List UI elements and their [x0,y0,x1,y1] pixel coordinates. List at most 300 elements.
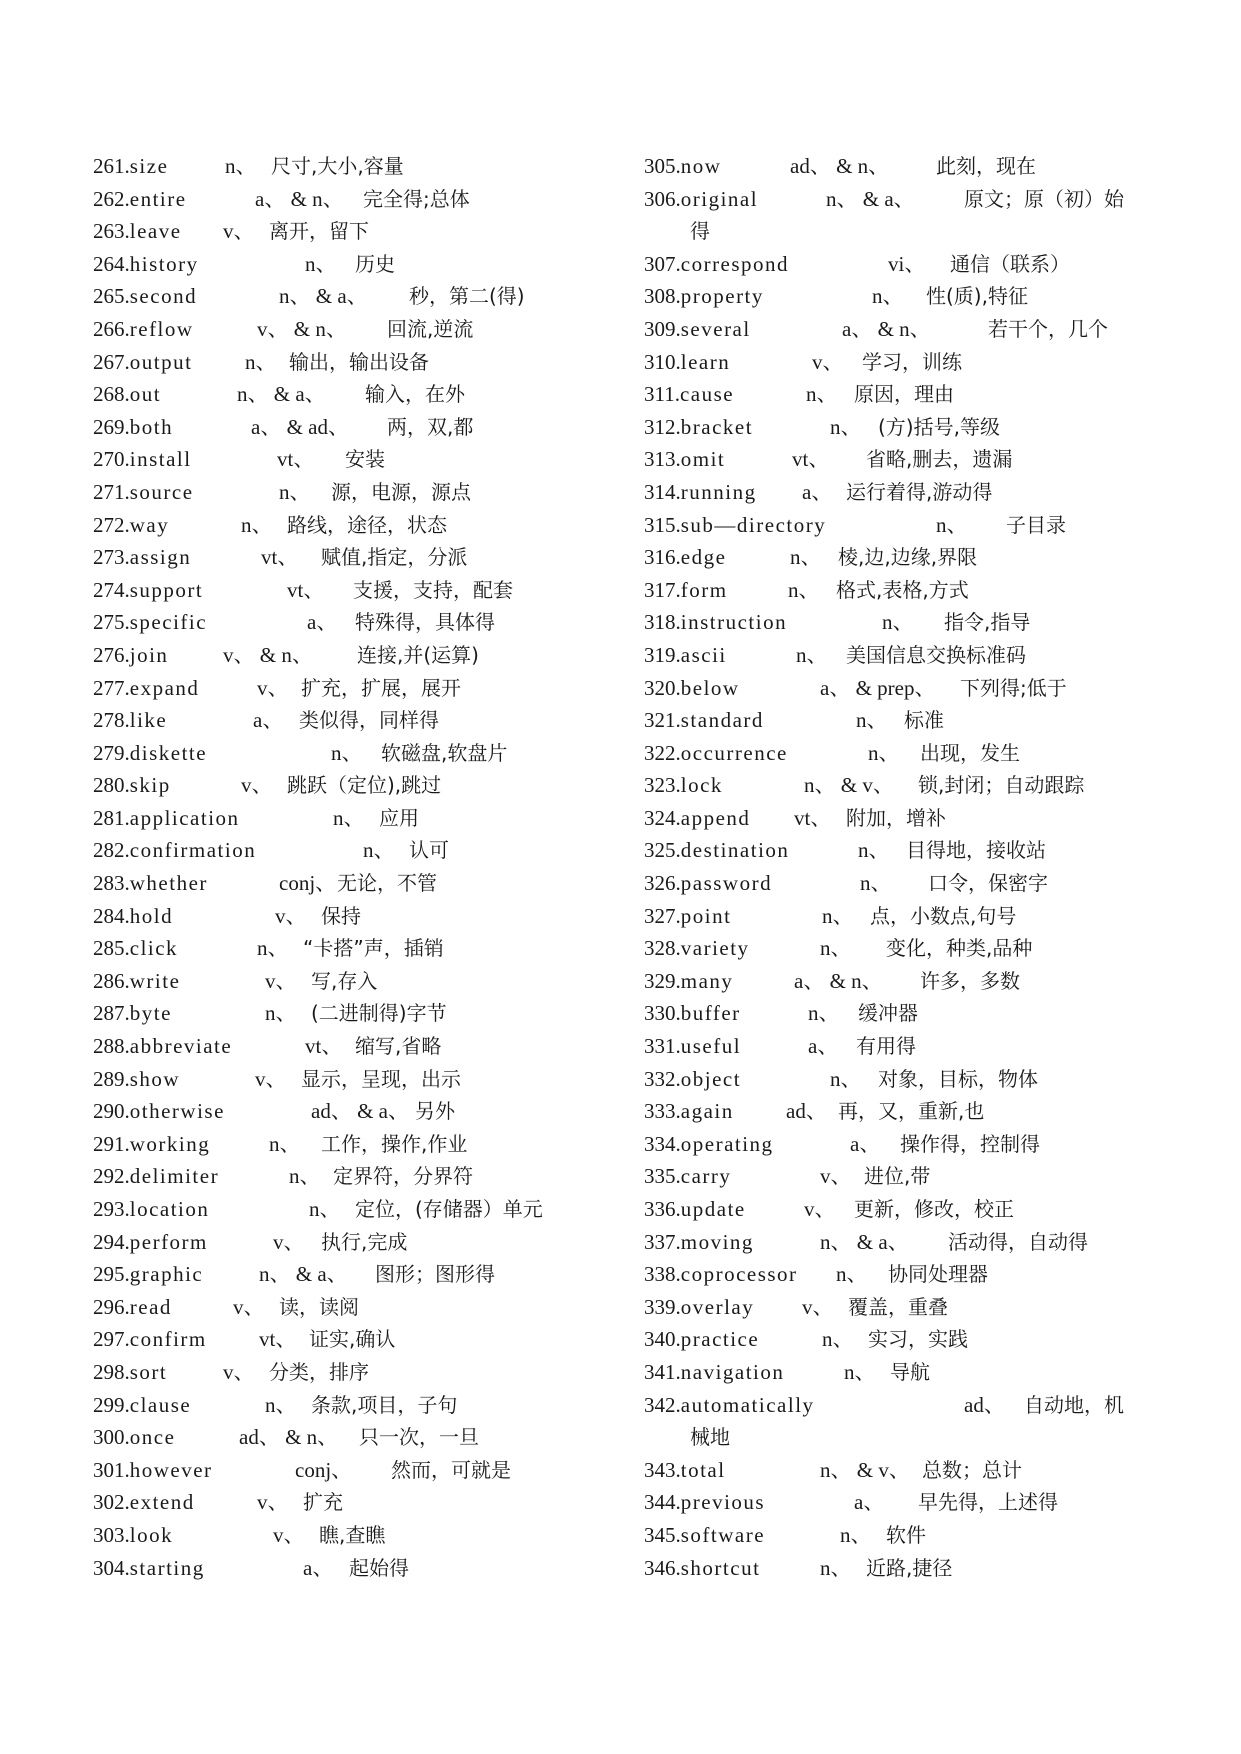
entry-meaning: 缓冲器 [858,1001,918,1026]
entry-pos: vt、 [305,1034,343,1059]
entry-word: out [129,382,162,407]
entry-pos: n、 [844,1359,876,1384]
entry-word: coprocessor [680,1262,798,1287]
entry-number: 263. [93,219,130,244]
entry-meaning: 省略,删去，遗漏 [866,447,1013,472]
entry-word: several [680,316,751,341]
entry-pos: n、 [289,1164,321,1189]
entry-meaning: 覆盖，重叠 [848,1294,948,1319]
vocab-entry [93,997,633,1030]
entry-meaning: 原文；原（初）始 [964,186,1124,211]
entry-number: 282. [93,838,130,863]
entry-number: 281. [93,805,130,830]
vocab-entry [644,541,1154,574]
entry-pos: n、 & a、 [826,186,915,211]
entry-number: 346. [644,1555,681,1580]
entry-number: 280. [93,773,130,798]
vocab-entry [93,1095,633,1128]
entry-word: byte [129,1001,172,1026]
entry-number: 266. [93,316,130,341]
entry-number: 279. [93,740,130,765]
entry-pos: ad、 [786,1099,827,1124]
entry-pos: a、 & n、 [794,968,883,993]
vocab-entry [93,1291,633,1324]
entry-word: form [680,577,728,602]
entry-word: specific [129,610,208,635]
vocab-entry [93,541,633,574]
entry-pos: v、 [812,349,844,374]
entry-number: 287. [93,1001,130,1026]
entry-pos: v、 & n、 [223,642,313,667]
entry-pos: vt、 [277,447,315,472]
entry-word: running [680,479,757,504]
entry-number: 286. [93,968,130,993]
entry-meaning: 跳跃（定位),跳过 [287,773,442,798]
entry-meaning: 写,存入 [311,968,378,993]
entry-pos: v、 [804,1197,836,1221]
entry-pos: vt、 [792,447,830,472]
entry-number: 336. [644,1197,681,1221]
entry-pos: a、 [854,1490,885,1515]
entry-number: 274. [93,577,130,602]
vocab-entry [93,1421,633,1454]
entry-meaning: 连接,并(运算) [357,642,479,667]
entry-number: 340. [644,1327,681,1352]
entry-pos: n、 [333,805,365,830]
entry-meaning: 总数；总计 [922,1457,1022,1482]
entry-number: 342. [644,1392,681,1417]
vocab-entry [93,1519,633,1552]
entry-word: source [129,479,194,504]
entry-pos: v、 [241,773,273,798]
entry-meaning: 只一次，一旦 [359,1425,479,1450]
entry-meaning: 另外 [415,1099,455,1124]
entry-word: install [129,447,192,472]
entry-number: 307. [644,251,681,276]
entry-word: practice [680,1327,760,1352]
vocab-entry [644,1128,1154,1161]
entry-meaning: 秒，第二(得) [409,284,525,309]
vocab-entry [93,150,633,183]
entry-meaning: 点，小数点,句号 [870,903,1017,928]
vocab-entry [93,248,633,281]
entry-word: object [680,1066,742,1091]
entry-number: 317. [644,577,681,602]
vocab-entry [93,280,633,313]
vocab-entry [93,1030,633,1063]
entry-word: extend [129,1490,195,1515]
vocab-entry [93,313,633,346]
entry-meaning: 两，双,都 [387,414,474,439]
entry-pos: vt、 [287,577,325,602]
entry-meaning: 性(质),特征 [926,284,1028,309]
vocab-entry [93,1160,633,1193]
entry-number: 312. [644,414,681,439]
entry-number: 324. [644,805,681,830]
vocab-entry [644,867,1154,900]
entry-meaning: 类似得，同样得 [299,708,439,733]
entry-meaning: 无论，不管 [337,871,437,896]
entry-word: expand [129,675,200,700]
entry-number: 273. [93,545,130,570]
entry-pos: n、 [269,1131,301,1156]
entry-pos: n、 [788,577,820,602]
entry-number: 284. [93,903,130,928]
entry-meaning: 许多，多数 [920,968,1020,993]
vocab-entry [93,834,633,867]
vocab-entry [644,1258,1154,1291]
entry-meaning: 赋值,指定，分派 [321,545,468,570]
entry-number: 298. [93,1359,130,1384]
entry-number: 321. [644,708,681,733]
vocab-entry [93,1128,633,1161]
vocab-entry [93,900,633,933]
entry-pos: n、 [822,903,854,928]
entry-pos: v、 [275,903,307,928]
entry-word: password [680,871,773,896]
entry-word: read [129,1294,172,1319]
entry-meaning: 离开，留下 [269,219,369,244]
entry-meaning: 特殊得，具体得 [355,610,495,635]
entry-number: 314. [644,479,681,504]
vocab-entry [644,1356,1154,1389]
entry-pos: n、 [858,838,890,863]
entry-number: 333. [644,1099,681,1124]
entry-number: 331. [644,1034,681,1059]
entry-word: diskette [129,740,208,765]
entry-number: 271. [93,479,130,504]
entry-number: 278. [93,708,130,733]
entry-number: 267. [93,349,130,374]
entry-pos: v、 [223,1359,255,1384]
entry-word: occurrence [680,740,788,765]
entry-meaning: 定界符，分界符 [333,1164,473,1189]
entry-pos: n、 [257,936,289,961]
entry-word: overlay [680,1294,755,1319]
entry-word: skip [129,773,171,798]
entry-word: join [129,642,169,667]
entry-word: append [680,805,751,830]
entry-pos: n、 [830,1066,862,1091]
entry-meaning: 早先得，上述得 [918,1490,1058,1515]
entry-word: write [129,968,181,993]
entry-number: 303. [93,1522,130,1547]
vocab-entry [644,932,1154,965]
entry-pos: n、 & a、 [279,284,368,309]
entry-number: 338. [644,1262,681,1287]
entry-word: look [129,1522,174,1547]
entry-word: standard [680,708,764,733]
entry-meaning: (方)括号,等级 [878,414,1000,439]
entry-pos: n、 [265,1392,297,1417]
vocab-entry [644,704,1154,737]
entry-pos: v、 [273,1522,305,1547]
entry-meaning: 变化，种类,品种 [886,936,1033,961]
entry-pos: ad、 & a、 [311,1099,409,1124]
entry-pos: v、 [820,1164,852,1189]
vocab-entry [644,965,1154,998]
entry-pos: a、 [253,708,284,733]
entry-word: edge [680,545,727,570]
entry-number: 294. [93,1229,130,1254]
entry-number: 332. [644,1066,681,1091]
vocab-entry [644,280,1154,313]
vocab-entry [93,509,633,542]
vocab-entry [644,802,1154,835]
entry-pos: n、 [936,512,968,537]
entry-number: 270. [93,447,130,472]
entry-meaning-continued: 械地 [690,1425,730,1450]
entry-meaning: 实习，实践 [868,1327,968,1352]
entry-pos: vt、 [794,805,832,830]
entry-pos: n、 [265,1001,297,1026]
entry-pos: n、 [796,642,828,667]
vocab-entry [644,1323,1154,1356]
entry-word: navigation [680,1359,785,1384]
entry-meaning: 协同处理器 [888,1262,988,1287]
entry-number: 276. [93,642,130,667]
entry-meaning: 输出，输出设备 [289,349,429,374]
vocab-entry [644,150,1154,183]
vocab-entry [93,704,633,737]
entry-number: 339. [644,1294,681,1319]
vocab-entry [93,932,633,965]
entry-word: clause [129,1392,192,1417]
entry-number: 285. [93,936,130,961]
vocab-entry [93,737,633,770]
entry-pos: n、 [241,512,273,537]
entry-number: 308. [644,284,681,309]
entry-pos: v、 [265,968,297,993]
entry-word: sub—directory [680,512,827,537]
entry-number: 283. [93,871,130,896]
entry-meaning: 学习，训练 [862,349,962,374]
entry-pos: n、 & a、 [820,1229,909,1254]
entry-number: 268. [93,382,130,407]
entry-pos: n、 [868,740,900,765]
entry-meaning: 指令,指导 [944,610,1031,635]
entry-word: useful [680,1034,742,1059]
entry-meaning: 锁,封闭；自动跟踪 [918,773,1085,798]
entry-pos: a、 [303,1555,334,1580]
entry-number: 316. [644,545,681,570]
entry-word: bracket [680,414,754,439]
entry-meaning: 软磁盘,软盘片 [381,740,508,765]
vocab-entry [644,900,1154,933]
vocab-entry [644,737,1154,770]
entry-meaning: 更新，修改，校正 [854,1197,1014,1221]
entry-pos: a、 [802,479,833,504]
entry-pos: n、 & a、 [237,382,326,407]
entry-meaning: 棱,边,边缘,界限 [838,545,978,570]
vocab-entry [93,215,633,248]
entry-meaning: 此刻，现在 [936,154,1036,178]
vocab-entry [93,672,633,705]
entry-meaning: 子目录 [1006,512,1066,537]
entry-pos: n、 [882,610,914,635]
entry-word: correspond [680,251,790,276]
entry-meaning: 软件 [886,1522,926,1547]
entry-meaning: 出现，发生 [920,740,1020,765]
entry-pos: conj、 [295,1457,353,1482]
entry-pos: n、 & v、 [820,1457,910,1482]
vocab-entry [644,248,1154,281]
vocab-entry [644,1030,1154,1063]
entry-number: 318. [644,610,681,635]
vocab-entry [93,1063,633,1096]
entry-word: both [129,414,174,439]
entry-meaning: 缩写,省略 [355,1034,442,1059]
entry-pos: n、 [822,1327,854,1352]
vocab-entry [93,965,633,998]
vocab-entry [644,1519,1154,1552]
entry-meaning: 图形；图形得 [375,1262,495,1287]
entry-pos: v、 [257,1490,289,1515]
entry-pos: n、 [836,1262,868,1287]
entry-number: 305. [644,154,681,178]
entry-number: 301. [93,1457,130,1482]
entry-number: 328. [644,936,681,961]
entry-pos: vi、 [888,251,926,276]
entry-word: property [680,284,764,309]
entry-word: confirm [129,1327,207,1352]
entry-word: hold [129,903,174,928]
entry-pos: ad、 & n、 [790,154,890,178]
entry-meaning: 执行,完成 [321,1229,408,1254]
vocab-entry [644,769,1154,802]
entry-number: 265. [93,284,130,309]
entry-number: 261. [93,154,130,178]
entry-word: shortcut [680,1555,761,1580]
entry-meaning: 安装 [345,447,385,472]
entry-meaning: 源，电源，源点 [331,479,471,504]
entry-meaning: 附加，增补 [846,805,946,830]
entry-word: starting [129,1555,205,1580]
entry-pos: n、 [245,349,277,374]
entry-pos: a、 & n、 [842,316,931,341]
entry-word: history [129,251,199,276]
entry-pos: v、 & n、 [257,316,347,341]
entry-pos: a、 [307,610,338,635]
vocab-entry [644,346,1154,379]
entry-word: learn [680,349,731,374]
entry-number: 297. [93,1327,130,1352]
entry-number: 292. [93,1164,130,1189]
entry-word: assign [129,545,192,570]
entry-number: 291. [93,1131,130,1156]
vocab-entry [93,411,633,444]
entry-number: 326. [644,871,681,896]
entry-word: software [680,1522,766,1547]
entry-meaning: 应用 [379,805,419,830]
vocab-entry [93,476,633,509]
entry-number: 341. [644,1359,681,1384]
entry-word: moving [680,1229,754,1254]
entry-word: leave [129,219,182,244]
vocab-entry [93,1226,633,1259]
entry-meaning: 操作得，控制得 [900,1131,1040,1156]
entry-number: 311. [644,382,680,407]
entry-meaning: 分类，排序 [269,1359,369,1384]
entry-meaning: 运行着得,游动得 [846,479,993,504]
entry-pos: a、 & ad、 [251,414,349,439]
entry-pos: vt、 [259,1327,297,1352]
vocab-entry [644,606,1154,639]
vocab-entry [93,1486,633,1519]
entry-number: 272. [93,512,130,537]
entry-word: way [129,512,170,537]
vocab-entry [93,183,633,216]
entry-pos: n、 & a、 [259,1262,348,1287]
entry-number: 289. [93,1066,130,1091]
entry-pos: n、 [363,838,395,863]
vocab-entry [644,1389,1154,1454]
vocab-entry [644,1552,1154,1585]
entry-number: 329. [644,968,681,993]
entry-meaning: “卡搭”声，插销 [303,936,444,961]
entry-word: reflow [129,316,194,341]
entry-meaning: 原因，理由 [854,382,954,407]
entry-meaning: 近路,捷径 [866,1555,953,1580]
entry-meaning: 目得地，接收站 [906,838,1046,863]
entry-number: 269. [93,414,130,439]
vocab-entry [93,639,633,672]
entry-pos: n、 [830,414,862,439]
entry-number: 344. [644,1490,681,1515]
entry-meaning: 然而，可就是 [391,1457,511,1482]
entry-number: 323. [644,773,681,798]
entry-meaning: 活动得，自动得 [948,1229,1088,1254]
entry-pos: n、 [225,154,257,178]
entry-meaning: 口令，保密字 [928,871,1048,896]
entry-word: destination [680,838,790,863]
entry-meaning: 保持 [321,903,361,928]
entry-meaning: 格式,表格,方式 [836,577,969,602]
vocab-entry [644,509,1154,542]
entry-pos: n、 [840,1522,872,1547]
vocab-entry [93,802,633,835]
entry-number: 262. [93,186,130,211]
entry-word: location [129,1197,210,1221]
entry-pos: n、 [808,1001,840,1026]
entry-meaning-continued: 得 [690,219,710,244]
entry-word: total [680,1457,726,1482]
vocab-entry [93,867,633,900]
entry-word: now [680,154,722,178]
vocab-entry [644,672,1154,705]
entry-word: sort [129,1359,168,1384]
entry-pos: v、 [255,1066,287,1091]
entry-meaning: 标准 [904,708,944,733]
entry-pos: n、 [872,284,904,309]
vocab-entry [93,1323,633,1356]
entry-meaning: 通信（联系） [950,251,1070,276]
entry-number: 288. [93,1034,130,1059]
entry-number: 319. [644,642,681,667]
entry-pos: n、 [331,740,363,765]
entry-word: once [129,1425,176,1450]
vocab-entry [644,411,1154,444]
entry-number: 264. [93,251,130,276]
entry-word: like [129,708,168,733]
entry-meaning: 若干个，几个 [988,316,1108,341]
vocab-entry [644,1160,1154,1193]
entry-number: 309. [644,316,681,341]
entry-word: original [680,186,759,211]
entry-pos: a、 & prep、 [820,675,936,700]
entry-meaning: 条款,项目，子句 [311,1392,458,1417]
entry-word: ascii [680,642,727,667]
